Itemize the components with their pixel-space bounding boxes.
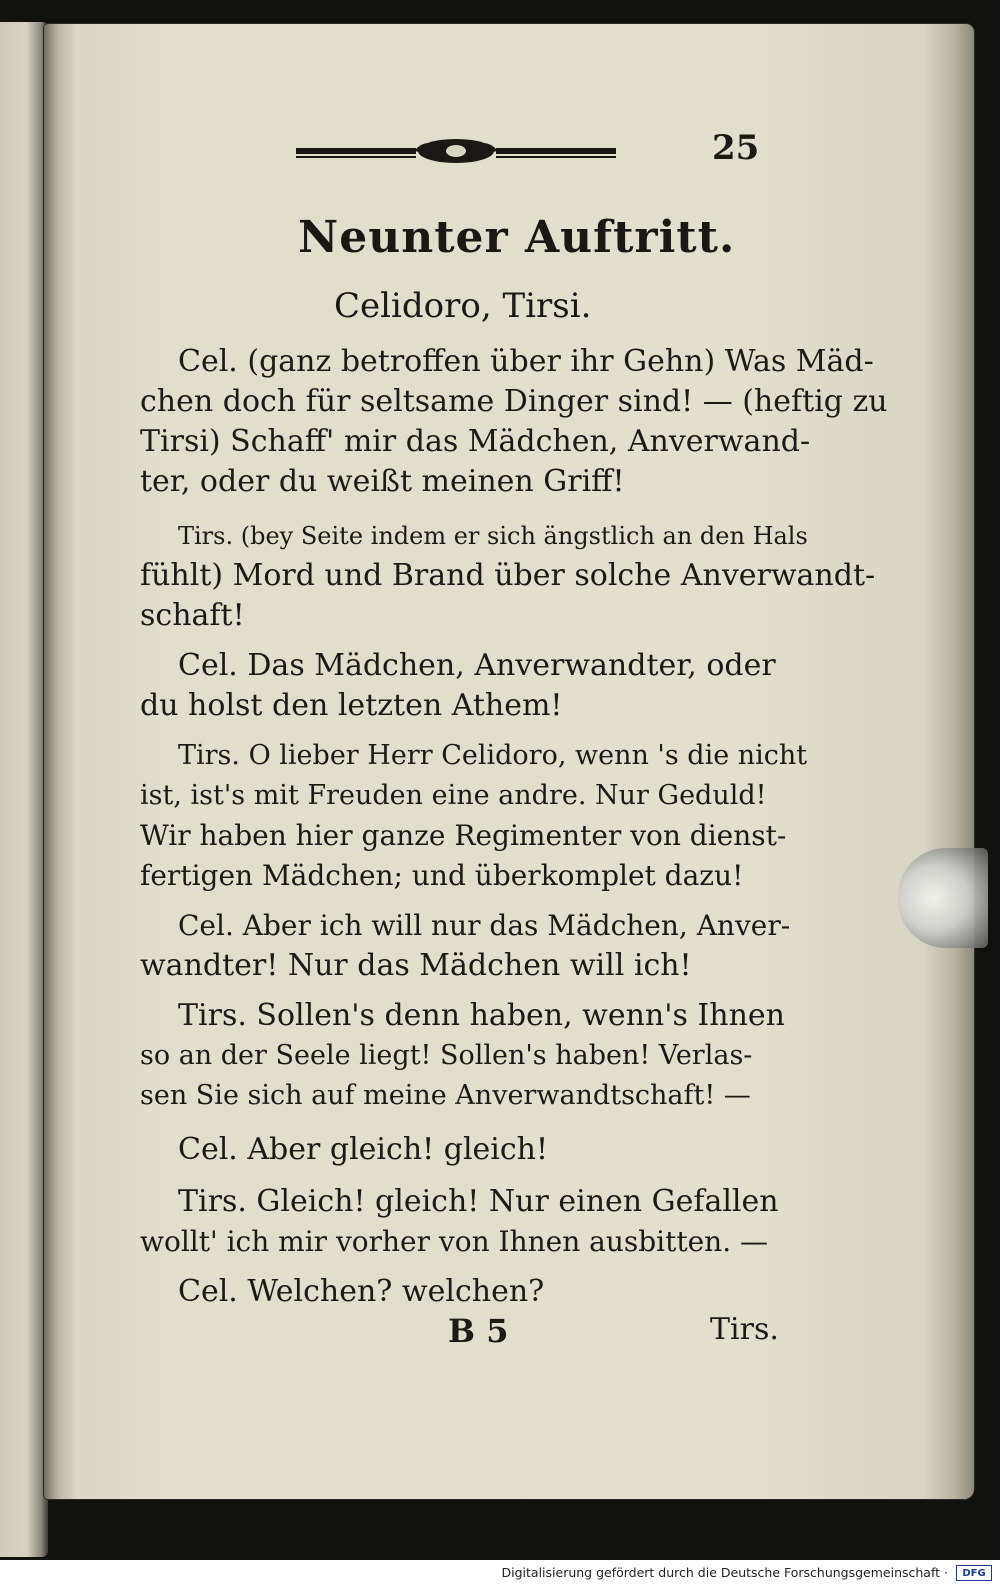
text-line: Cel. Das Mädchen, Anverwandter, oder (178, 648, 776, 683)
book-page (44, 24, 974, 1499)
page-number: 25 (712, 128, 760, 168)
text-line: Tirs. (bey Seite indem er sich ängstlich an den Hals (178, 522, 808, 550)
character-list: Celidoro, Tirsi. (334, 286, 592, 326)
text-line: schaft! (140, 598, 245, 633)
text-line: chen doch für seltsame Dinger sind! — (heftig zu (140, 384, 888, 419)
text-line: Tirs. O lieber Herr Celidoro, wenn 's die nicht (178, 740, 808, 771)
catchword: Tirs. (710, 1312, 779, 1347)
dfg-logo-icon: DFG (956, 1565, 992, 1581)
text-line: Tirsi) Schaff' mir das Mädchen, Anverwand- (140, 424, 811, 459)
text-line: so an der Seele liegt! Sollen's haben! Verlas- (140, 1040, 753, 1071)
scene-title: Neunter Auftritt. (298, 212, 736, 263)
text-line: Tirs. Sollen's denn haben, wenn's Ihnen (178, 998, 785, 1033)
text-line: wollt' ich mir vorher von Ihnen ausbitten. — (140, 1225, 769, 1258)
text-line: Cel. Aber ich will nur das Mädchen, Anver- (178, 909, 791, 942)
text-line: ter, oder du weißt meinen Griff! (140, 464, 625, 499)
text-line: fertigen Mädchen; und überkomplet dazu! (140, 859, 744, 892)
text-line: fühlt) Mord und Brand über solche Anverwandt- (140, 558, 876, 593)
credit-text: Digitalisierung gefördert durch die Deutsche Forschungsgemeinschaft · (501, 1565, 948, 1580)
text-line: Cel. Aber gleich! gleich! (178, 1132, 549, 1167)
text-line: Cel. (ganz betroffen über ihr Gehn) Was Mäd- (178, 344, 874, 379)
text-line: Wir haben hier ganze Regimenter von dienst- (140, 819, 787, 852)
text-line: wandter! Nur das Mädchen will ich! (140, 948, 692, 983)
page-clip (898, 848, 988, 948)
text-line: sen Sie sich auf meine Anverwandtschaft! — (140, 1080, 751, 1111)
text-line: Tirs. Gleich! gleich! Nur einen Gefallen (178, 1184, 779, 1219)
ornament-divider (296, 136, 616, 166)
signature-mark: B 5 (448, 1312, 509, 1350)
text-line: ist, ist's mit Freuden eine andre. Nur Geduld! (140, 780, 767, 811)
credit-footer (0, 1560, 1000, 1588)
text-line: du holst den letzten Athem! (140, 688, 563, 723)
text-line: Cel. Welchen? welchen? (178, 1274, 545, 1309)
left-page-edge (0, 22, 48, 1557)
